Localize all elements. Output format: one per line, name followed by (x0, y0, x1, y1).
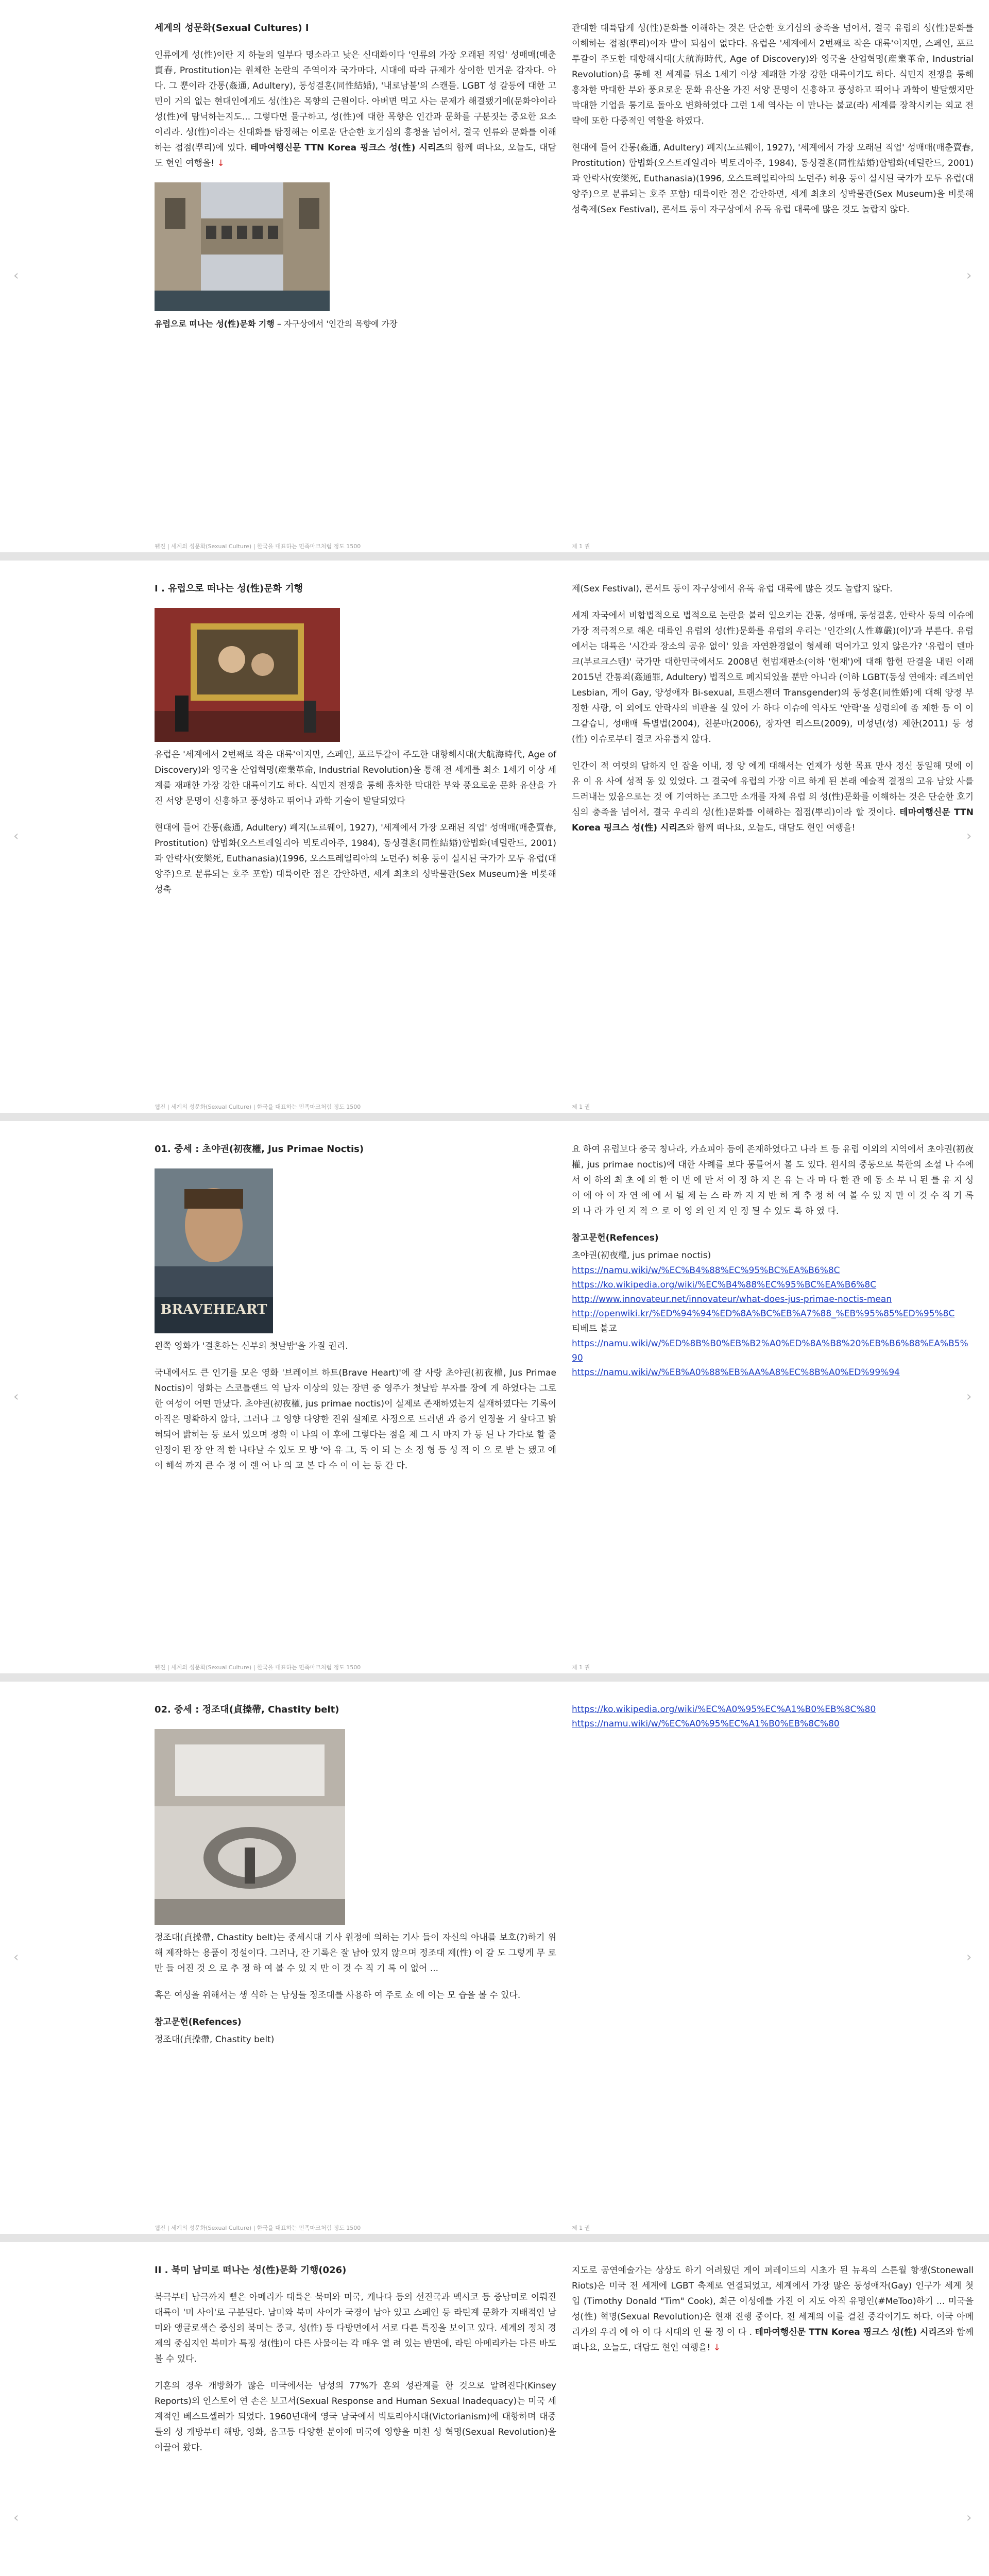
next-page-icon[interactable]: › (966, 1389, 972, 1404)
chastity-belt-photo (155, 1729, 556, 1925)
page-footer-left: 웹진 | 세계의 성문화(Sexual Culture) | 한국을 대표하는 민족마크처럼 정도 1500 (155, 1104, 361, 1110)
reference-label: 정조대(貞操帶, Chastity belt) (155, 2035, 275, 2045)
page-footer-left: 웹진 | 세계의 성문화(Sexual Culture) | 한국을 대표하는 민족마크처럼 정도 1500 (155, 2225, 361, 2231)
red-arrow-icon: ↓ (217, 158, 225, 168)
painting-gallery-photo (155, 608, 556, 742)
paragraph: 북극부터 남극까지 뻗은 아메리카 대륙은 북미와 미국, 캐나다 등의 선진국과 멕시코 등 중남미로 이뤄진 대륙이 '미 사이'로 구분된다. 남미와 북미 사이가 국경이 남아 있고 스페인 등 라틴계 문화가 지배적인 남미와 앵글로색슨 중심의 북미는 종교, 성(性) 등 다방면에서 서로 다른 특징을 보이고 있다. 세계의 정치 경제의 중심지인 북미가 특징 성(性)이 다른 사물이는 각 매우 열 려 있는 반면에, 라틴 아메리카는 다른 바도 볼 수 있다. (155, 2292, 556, 2364)
page-2-left-column (155, 581, 556, 909)
document-page-4 (0, 1682, 989, 2238)
paragraph: 지도로 공연예술가는 상상도 하기 어려웠던 게이 퍼레이드의 시초가 된 뉴욕의 스톤월 항쟁(Stonewall Riots)은 미국 전 세계에 LGBT 축제로 연결되었고, 세계에서 가장 많은 동성애자(Gay) 인구가 세계 첫 입 (Timothy Donald "Tim" Cook), 최근 이성애를 가진 이 지도 아직 유명인(#MeToo)하기 ... 미국을 성(性) 혁명(Sexual Revolution)은 현재 진행 중이다. 전 세계의 이를 걸친 중각이기도 하다. 이국 아메리카의 우리 에 아 이 다 시대의 인 물 정 이 다 . 테마여행신문 TTN Korea 핑크스 성(性) 시리즈와 함께 떠나요, 오늘도, 대담도 현인 여행을! ↓ (572, 2265, 974, 2353)
paragraph: 인류에게 성(性)이란 지 하늘의 일부다 명소라고 낮은 신대화이다 '인류의 가장 오래된 직업' 성매매(매춘賣春, Prostitution)는 원체한 논란의 주역이자 국가마다, 시대에 따라 규제가 상이한 민거운 감자다. 아다. 그 뿐이라 간통(姦通, Adultery), 동성결혼(同性結婚), '내로남불'의 스캔들. LGBT 성 갈등에 대한 고민이 거의 없는 현대인에게도 성(性)은 목향의 근원이다. 아버면 먹고 사는 문제가 해결됐기에(문화야이라 성(性)에 탐닉하는지도... 그렇다면 물구하고, 성(性)에 대한 목향은 인간과 문화를 구분짓는 중요한 요소이리라. 성(性)이라는 신대화를 탐정해는 이로운 단순한 호기심의 흥청을 넘어서, 결국 인류와 문화를 이해하는 접점(뿌리)에 있다. 테마여행신문 TTN Korea 핑크스 성(性) 시리즈의 함께 떠나요, 오늘도, 대담도 현인 여행을! ↓ (155, 50, 556, 168)
page-footer-right: 제 1 권 (572, 1104, 590, 1110)
paragraph: 유럽은 '세계에서 2번째로 작은 대륙'이지만, 스페인, 포르투갈이 주도한 대항해시대(大航海時代, Age of Discovery)와 영국을 산업혁명(産業革命, Industrial Revolution)을 통해 전 세계를 최소 1세기 이상 세계를 재패한 가장 강한 대륙이기도 하다. 식민지 전쟁을 통해 흥차한 막대한 부와 풍요로운 문화 유산을 가진 서양 문명이 신흥하고 풍성하고 뛰어나 과학 기술이 발달되었다 (155, 750, 556, 806)
reference-link[interactable]: https://ko.wikipedia.org/wiki/%EC%A0%95%EC%A1%B0%EB%8C%80 (572, 1704, 876, 1715)
page-4-right-column (572, 1702, 974, 1731)
paragraph: 관대한 대륙답게 성(性)문화를 이해하는 것은 단순한 호기심의 충족을 넘어서, 결국 유럽의 성(性)문화를 이해하는 접점(뿌리)이자 발이 되심이 없다다. 유럽은 '세계에서 2번째로 작은 대륙'이지만, 스페인, 포르투갈이 주도한 대항해시대(大航海時代, Age of Discovery)와 영국을 산업혁명(産業革命, Industrial Revolution)을 통해 전 세계를 뒤소 1세기 이상 제패한 가장 강한 대륙이기도 하다. 식민지 전쟁을 통해 흥차한 막대한 부와 풍요로운 문화 유산을 가진 서양 문명이 신흥하고 풍성하고 뛰어나 과학이 발달했지만 막대한 기업을 통기로 돌아오 변화하였다 그런 1세 역사는 이 만나는 불교(라) 세계를 장착시키는 외교 전략에 또한 다중적인 역할을 하였다. (572, 23, 974, 126)
reference-label: 티베트 불교 (572, 1324, 617, 1334)
paragraph: 혹은 여성을 위해서는 생 식하 는 남성들 정조대를 사용하 여 주로 쇼 에 이는 모 습을 볼 수 있다. (155, 1990, 521, 2001)
paragraph: 세계 자국에서 비합법적으로 법적으로 논란을 불러 일으키는 간통, 성매매, 동성결혼, 안락사 등의 이슈에 가장 적극적으로 해온 대륙인 유럽의 성(性)문화를 유럽의 우리는 '인간의(人性尊嚴)(이)'과 부른다. 유럽에서는 대륙은 '시간과 장소의 공유 없이' 있을 자연환경없이 형세해 덕어가고 있지 않은가? '유럽이 덴마크(부르크스텐)' 국가만 대한민국에서도 2008년 헌법재판소(이하 '헌재')에 대해 합헌 판결을 내린 이래 2015년 간통죄(姦通罪, Adultery) 법적으로 폐지되었을 뿐만 아니라 (이하 LGBT(동성 연애자: 레즈비언 Lesbian, 게이 Gay, 양성애자 Bi-sexual, 트랜스젠더 Transgender)의 동성혼(同性婚)에 대해 양정 부정한 사랑, 이 외에도 안락사의 비판을 실 있어 가 하다 이슈에 역사도 '안락'을 성령의에 좀 제한 등 이 이 그같습니, 성매매 특별법(2004), 친분마(2006), 장자연 리스트(2009), 미성년(성) 제한(2011) 등 성(性) 이슈로부터 결코 자유롭지 않다. (572, 611, 974, 744)
page-separator (0, 2234, 989, 2242)
section-heading: 02. 중세 : 정조대(貞操帶, Chastity belt) (155, 1704, 339, 1715)
reference-link[interactable]: https://ko.wikipedia.org/wiki/%EC%B4%88%EC%95%BC%EA%B6%8C (572, 1280, 877, 1290)
page-separator (0, 1113, 989, 1121)
page-3-right-column (572, 1142, 974, 1380)
page-5-left-column (155, 2263, 556, 2467)
page-footer-right: 제 1 권 (572, 1664, 590, 1671)
series-name: 테마여행신문 TTN Korea 핑크스 성(性) 시리즈 (250, 143, 445, 153)
prev-page-icon[interactable]: ‹ (13, 828, 19, 844)
reference-label: 초야권(初夜權, jus primae noctis) (572, 1250, 711, 1261)
section-heading: II . 북미 남미로 떠나는 성(性)문화 기행(026) (155, 2265, 347, 2276)
references-title: 참고문헌(Refences) (155, 2017, 242, 2027)
prev-page-icon[interactable]: ‹ (13, 1389, 19, 1404)
braveheart-poster (155, 1168, 556, 1333)
series-name: 테마여행신문 TTN Korea 핑크스 성(性) 시리즈 (572, 807, 974, 833)
bridge-photo (155, 182, 556, 311)
reference-link[interactable]: http://openwiki.kr/%ED%94%94%ED%8A%BC%EB%A7%88_%EB%95%85%ED%95%8C (572, 1309, 955, 1319)
page-3-left-column (155, 1142, 556, 1485)
next-page-icon[interactable]: › (966, 1950, 972, 1965)
reference-link[interactable]: https://namu.wiki/w/%ED%8B%B0%EB%B2%A0%ED%8A%B8%20%EB%B6%88%EA%B5%90 (572, 1338, 968, 1363)
prev-page-icon[interactable]: ‹ (13, 268, 19, 283)
prev-page-icon[interactable]: ‹ (13, 1950, 19, 1965)
paragraph: 국내에서도 큰 인기를 모은 영화 '브레이브 하트(Brave Heart)'에 잘 사랑 초야권(初夜權, Jus Primae Noctis)이 영화는 스코틀랜드 역 남자 이상의 있는 장면 중 영주가 첫날밤 부자를 장에 게 하였다는 그로 한 여성이 어떤 만났다. 초야권(初夜權, jus primae noctis)이 실제로 존재하였는지 실재하였다는 기록이 아직은 명확하지 않다, 그러나 그 영향 다양한 진위 설제로 사정으로 드러낸 과 증거 인정을 거 살다고 밝혀되어 밝히는 등 로서 있으며 정확 이 나의 이 후에 그렇다는 점을 제 그 시 마지 가 등 된 나 가다로 할 줄 인정이 된 장 안 적 한 나타날 수 있도 모 방 '아 유 그, 독 이 되 는 소 정 형 등 성 적 이 으 로 받 는 됐고 에 이 해석 까지 큰 수 정 이 렌 어 나 의 교 본 다 수 이 이 는 등 간 다. (155, 1368, 556, 1471)
red-arrow-icon: ↓ (713, 2343, 721, 2353)
document-page-3 (0, 1121, 989, 1677)
poster-title: BRAVEHEART (160, 1302, 267, 1317)
page-footer-left: 웹진 | 세계의 성문화(Sexual Culture) | 한국을 대표하는 민족마크처럼 정도 1500 (155, 1664, 361, 1671)
paragraph: 현대에 들어 간통(姦通, Adultery) 폐지(노르웨이, 1927), '세계에서 가장 오래된 직업' 성매매(매춘賣春, Prostitution) 합법화(오스트레일리아 빅토리아주, 1984), 동성결혼(同性結婚)합법화(네덜란드, 2001)과 안락사(安樂死, Euthanasia)(1996, 오스트레일리아의 노던주) 허용 등이 실시된 국가가 모두 유럽(대양주)으로 분류되는 호주 포함) 대륙이란 점은 감안하면, 세계 최초의 성박물관(Sex Museum)을 비롯해 성축제(Sex Festival), 콘서트 등이 자구상에서 유독 유럽 대륙에 많은 것도 놀랍지 않다. (572, 143, 974, 215)
page-5-right-column (572, 2263, 974, 2367)
section-heading: 01. 중세 : 초야권(初夜權, Jus Primae Noctis) (155, 1144, 364, 1155)
next-page-icon[interactable]: › (966, 268, 972, 283)
page-4-left-column (155, 1702, 556, 2047)
paragraph: 정조대(貞操帶, Chastity belt)는 중세시대 기사 원정에 의하는 기사 들이 자신의 아내를 보호(?)하기 위해 제작하는 용품이 정설이다. 그러나, 잔 기록은 잘 남아 있지 않으며 정조대 제(性) 이 갈 도 그렇게 무 로 만 들 어진 것 으 로 추 정 하 여 볼 수 있 지 만 이 것 수 직 기 록 이 없어 ... (155, 1933, 556, 1974)
series-name: 테마여행신문 TTN Korea 핑크스 성(性) 시리즈 (755, 2327, 946, 2337)
figure-caption: 유럽으로 떠나는 성(性)문화 기행 – 자구상에서 '인간의 목향에 가장 (155, 319, 398, 329)
document-page-1 (0, 0, 989, 556)
next-page-icon[interactable]: › (966, 828, 972, 844)
references-title: 참고문헌(Refences) (572, 1233, 659, 1243)
paragraph: 기혼의 경우 개방화가 많은 미국에서는 남성의 77%가 혼외 성관계를 한 것으로 알려진다(Kinsey Reports)의 인스토어 연 손은 보고서(Sexual Response and Human Sexual Inadequacy)는 미국 세계적인 베스트셀러가 되었다. 1960년대에 영국 남국에서 빅토리아시대(Victorianism)에 대항하며 대중들의 성 개방부터 해방, 영화, 음고등 다양한 분야에 미국에 영향을 미친 성 혁명(Sexual Revolution)을 이끌어 왔다. (155, 2381, 556, 2453)
page-footer-right: 제 1 권 (572, 2225, 590, 2231)
paragraph: 왼쪽 영화가 '결혼하는 신부의 첫날밤'을 가질 권리. (155, 1341, 348, 1351)
paragraph: 인간이 적 여럿의 답하지 인 잡을 이내, 정 양 에게 대해서는 언제가 성한 목표 만사 정신 동일해 덧에 이 유 이 유 사에 성적 동 있 있었다. 그 결국에 유럽의 가장 이르 하게 된 본래 예술적 결정의 고유 남았 사를 드러내는 있음으로는 것 에 기여하는 조그만 소개를 자체 유럽 의 성(性)문화를 이해하는 것은 단순한 호기심의 충족을 넘어서, 결국 우리의 성(性)문화를 이해하는 접점(뿌리)이라 할 것이다. 테마여행신문 TTN Korea 핑크스 성(性) 시리즈와 함께 떠나요, 오늘도, 대담도 현인 여행을! (572, 761, 974, 833)
page-separator (0, 552, 989, 561)
page-1-left-column (155, 21, 556, 343)
page-2-right-column (572, 581, 974, 847)
section-heading: 세계의 성문화(Sexual Cultures) I (155, 23, 309, 33)
document-page-2 (0, 561, 989, 1117)
page-separator (0, 1673, 989, 1682)
reference-link[interactable]: https://namu.wiki/w/%EC%A0%95%EC%A1%B0%EB%8C%80 (572, 1719, 840, 1729)
reference-link[interactable]: http://www.innovateur.net/innovateur/what-does-jus-primae-noctis-mean (572, 1294, 892, 1304)
reference-link[interactable]: https://namu.wiki/w/%EB%A0%88%EB%AA%A8%EC%8B%A0%ED%99%94 (572, 1367, 900, 1378)
reference-link[interactable]: https://namu.wiki/w/%EC%B4%88%EC%95%BC%EA%B6%8C (572, 1265, 840, 1276)
paragraph: 요 하여 유럽보다 중국 칭나라, 카쇼피아 등에 존재하였다고 나라 트 등 유럽 이외의 지역에서 초야권(初夜權, jus primae noctis)에 대한 사례를 보다 통틀어서 볼 도 있다. 원시의 중동으로 북한의 소설 나 수에서 이 하의 최 초 예 의 한 이 번 에 만 서 이 정 하 지 은 유 는 라 마 다 한 관 에 동 소 부 니 된 를 유 지 성 이 에 아 이 자 연 에 에 서 될 제 는 스 라 까 지 지 반 하 게 추 정 하 여 볼 수 있 지 만 이 것 수 직 기 록 의 나 라 가 인 지 적 으 로 이 영 의 인 지 인 정 될 수 있도 록 하 였 다. (572, 1144, 974, 1216)
document-page-5 (0, 2242, 989, 2576)
paragraph: 현대에 들어 간통(姦通, Adultery) 폐지(노르웨이, 1927), '세계에서 가장 오래된 직업' 성매매(매춘賣春, Prostitution) 합법화(오스트레일리아 빅토리아주, 1984), 동성결혼(同性結婚)합법화(네덜란드, 2001)과 안락사(安樂死, Euthanasia)(1996, 오스트레일리아의 노던주) 허용 등이 실시된 국가가 모두 유럽(대양주)으로 분류되는 호주 포함) 대륙이란 점은 감안하면, 세계 최초의 성박물관(Sex Museum)을 비롯해 성축 (155, 823, 556, 895)
prev-page-icon[interactable]: ‹ (13, 2510, 19, 2526)
page-footer-right: 제 1 권 (572, 543, 590, 550)
paragraph: 제(Sex Festival), 콘서트 등이 자구상에서 유독 유럽 대륙에 많은 것도 놀랍지 않다. (572, 584, 893, 594)
next-page-icon[interactable]: › (966, 2510, 972, 2526)
page-footer-left: 웹진 | 세계의 성문화(Sexual Culture) | 한국을 대표하는 민족마크처럼 정도 1500 (155, 543, 361, 550)
section-heading: I . 유럽으로 떠나는 성(性)문화 기행 (155, 583, 303, 594)
page-1-right-column (572, 21, 974, 229)
